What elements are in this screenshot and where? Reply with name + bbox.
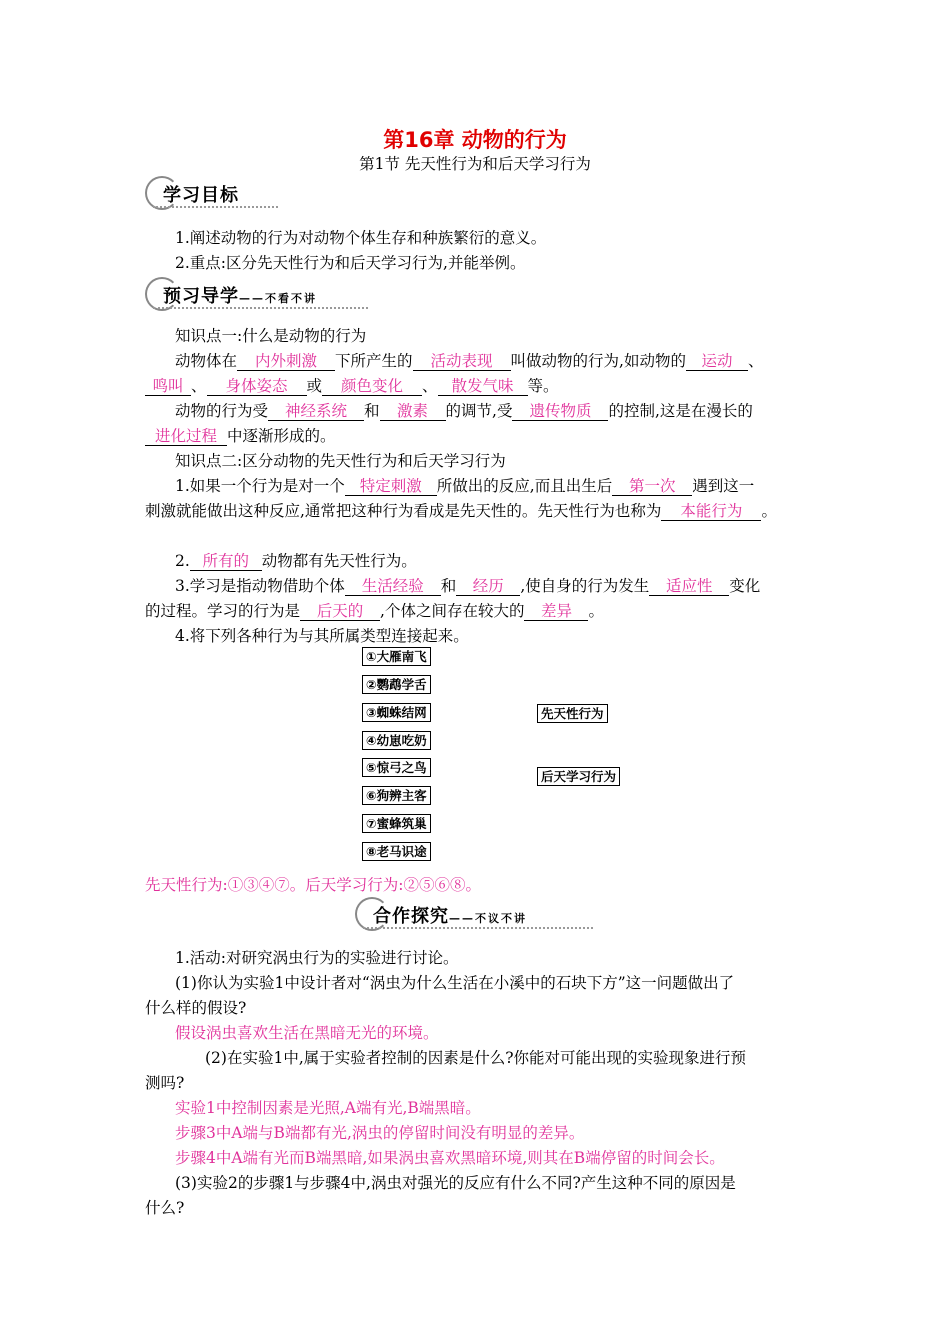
activity-question: 什么样的假设?: [145, 999, 247, 1017]
answer-blank: 内外刺激: [237, 352, 335, 371]
activity-answer: 步骤4中A端有光而B端黑暗,如果涡虫喜欢黑暗环境,则其在B端停留的时间会长。: [175, 1149, 725, 1167]
section-header-cooperate: [355, 897, 595, 937]
behavior-box[interactable]: ⑦蜜蜂筑巢: [362, 814, 431, 833]
answer-blank: 散发气味: [438, 377, 528, 396]
answer-blank: 经历: [456, 577, 520, 596]
activity-question: 测吗?: [145, 1074, 185, 1092]
section-header-goals: [145, 176, 280, 216]
dotted-arrow-decoration: [153, 206, 278, 208]
activity-question: (3)实验2的步骤1与步骤4中,涡虫对强光的反应有什么不同?产生这种不同的原因是: [175, 1174, 736, 1192]
section-suffix: ——不议不讲: [449, 912, 527, 925]
answer-blank: 活动表现: [413, 352, 511, 371]
section-suffix: ——不看不讲: [239, 292, 317, 305]
activity-question: (2)在实验1中,属于实验者控制的因素是什么?你能对可能出现的实验现象进行预: [205, 1049, 747, 1067]
activity-question: (1)你认为实验1中设计者对“涡虫为什么生活在小溪中的石块下方”这一问题做出了: [175, 974, 735, 992]
answer-blank: 适应性: [649, 577, 729, 596]
answer-blank: 遗传物质: [512, 402, 608, 421]
matching-answer: 先天性行为:①③④⑦。后天学习行为:②⑤⑥⑧。: [145, 876, 481, 894]
k2-title: 知识点二:区分动物的先天性行为和后天学习行为: [175, 452, 506, 470]
k1-paragraph-line: 进化过程 中逐渐形成的。: [145, 426, 336, 446]
k2-question-line: 刺激就能做出这种反应,通常把这种行为看成是先天性的。先天性行为也称为 本能行为 。: [145, 502, 777, 520]
answer-blank: 颜色变化: [322, 377, 422, 396]
behavior-box[interactable]: ⑧老马识途: [362, 842, 431, 861]
section-heading: 学习目标: [163, 185, 239, 206]
dotted-arrow-decoration: [153, 307, 368, 309]
behavior-box[interactable]: ①大雁南飞: [362, 647, 431, 666]
answer-blank: 进化过程: [145, 427, 227, 446]
answer-blank: 鸣叫: [145, 377, 191, 396]
answer-blank: 本能行为: [661, 502, 761, 521]
dotted-arrow-decoration: [363, 927, 593, 929]
type-box-innate[interactable]: 先天性行为: [537, 704, 608, 723]
behavior-box[interactable]: ④幼崽吃奶: [362, 731, 431, 750]
answer-blank: 神经系统: [268, 402, 364, 421]
k2-question-line: 2. 所有的 动物都有先天性行为。: [175, 552, 417, 570]
answer-blank: 特定刺激: [345, 477, 437, 496]
goal-1: 1.阐述动物的行为对动物个体生存和种族繁衍的意义。: [175, 229, 547, 247]
answer-blank: 生活经验: [345, 577, 441, 596]
k2-question-4: 4.将下列各种行为与其所属类型连接起来。: [175, 627, 469, 645]
activity-answer: 实验1中控制因素是光照,A端有光,B端黑暗。: [175, 1099, 481, 1117]
answer-blank: 激素: [380, 402, 446, 421]
k1-paragraph-line: 动物体在 内外刺激 下所产生的 活动表现 叫做动物的行为,如动物的 运动 、: [175, 352, 764, 370]
activity-intro: 1.活动:对研究涡虫行为的实验进行讨论。: [175, 949, 459, 967]
answer-blank: 差异: [524, 602, 588, 621]
type-box-learned[interactable]: 后天学习行为: [537, 767, 620, 786]
answer-blank: 后天的: [300, 602, 380, 621]
activity-question: 什么?: [145, 1199, 185, 1217]
behavior-box[interactable]: ③蜘蛛结网: [362, 703, 431, 722]
section-heading: 合作探究: [373, 906, 449, 927]
k1-paragraph-line: 鸣叫 、 身体姿态 或 颜色变化 、 散发气味 等。: [145, 376, 559, 396]
chapter-title: 第16章 动物的行为: [383, 128, 567, 152]
answer-blank: 运动: [686, 352, 748, 371]
answer-blank: 第一次: [612, 477, 692, 496]
k1-paragraph-line: 动物的行为受 神经系统 和 激素 的调节,受 遗传物质 的控制,这是在漫长的: [175, 402, 753, 420]
k2-question-line: 的过程。学习的行为是 后天的 ,个体之间存在较大的 差异 。: [145, 602, 604, 620]
k2-question-line: 1.如果一个行为是对一个 特定刺激 所做出的反应,而且出生后 第一次 遇到这一: [175, 477, 755, 495]
section-subtitle: 第1节 先天性行为和后天学习行为: [359, 155, 591, 173]
activity-answer: 步骤3中A端与B端都有光,涡虫的停留时间没有明显的差异。: [175, 1124, 585, 1142]
behavior-box[interactable]: ⑥狗辨主客: [362, 786, 431, 805]
section-header-preview: [145, 277, 370, 317]
answer-blank: 身体姿态: [207, 377, 307, 396]
k2-question-line: 3.学习是指动物借助个体 生活经验 和 经历 ,使自身的行为发生 适应性 变化: [175, 577, 761, 595]
k1-title: 知识点一:什么是动物的行为: [175, 327, 367, 345]
section-heading: 预习导学: [163, 286, 239, 307]
answer-blank: 所有的: [190, 552, 262, 571]
goal-2: 2.重点:区分先天性行为和后天学习行为,并能举例。: [175, 254, 526, 272]
behavior-box[interactable]: ⑤惊弓之鸟: [362, 758, 431, 777]
behavior-box[interactable]: ②鹦鹉学舌: [362, 675, 431, 694]
activity-answer: 假设涡虫喜欢生活在黑暗无光的环境。: [175, 1024, 439, 1042]
